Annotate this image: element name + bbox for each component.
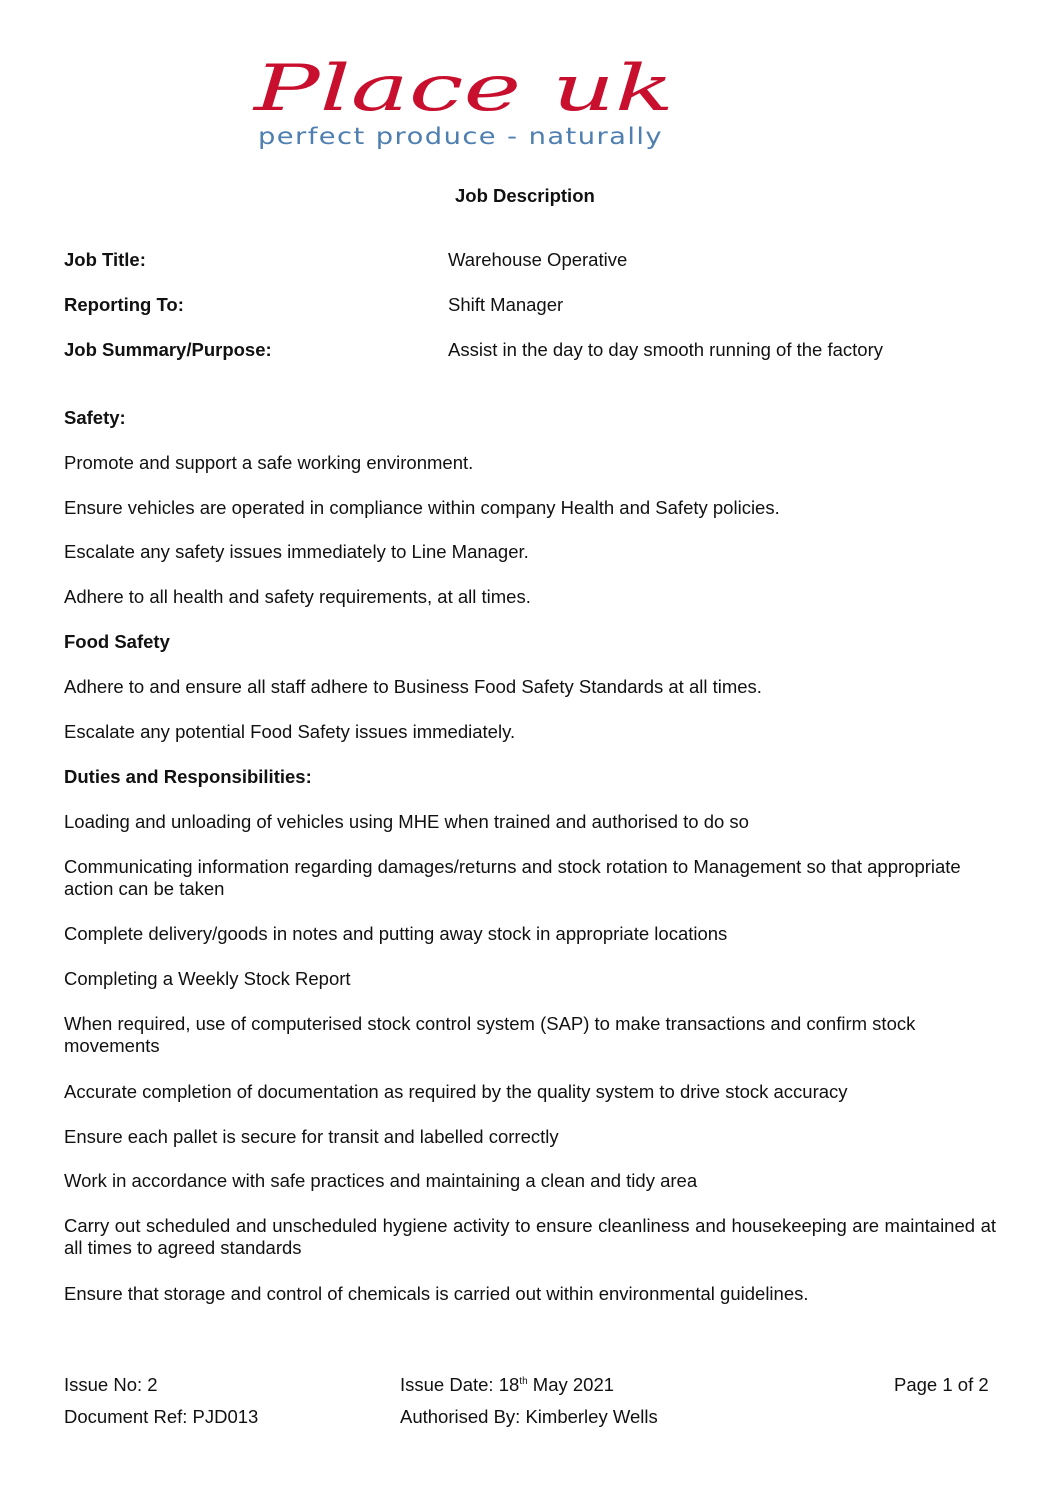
job-summary-value: Assist in the day to day smooth running of the factory — [448, 339, 883, 360]
duty-item: Ensure that storage and control of chemicals is carried out within environmental guidelines. — [64, 1283, 809, 1304]
duty-item: Carry out scheduled and unscheduled hygiene activity to ensure cleanliness and housekeeping are maintained at all times to agreed standards — [64, 1215, 996, 1258]
safety-item: Adhere to all health and safety requirements, at all times. — [64, 586, 531, 607]
document-title: Job Description — [455, 185, 595, 206]
logo-tagline: perfect produce - naturally — [258, 124, 663, 150]
duty-item: Complete delivery/goods in notes and putting away stock in appropriate locations — [64, 923, 728, 944]
duty-item: Work in accordance with safe practices and maintaining a clean and tidy area — [64, 1170, 698, 1191]
safety-item: Ensure vehicles are operated in compliance within company Health and Safety policies. — [64, 497, 780, 518]
duty-item: Ensure each pallet is secure for transit and labelled correctly — [64, 1126, 559, 1147]
duty-item: Loading and unloading of vehicles using MHE when trained and authorised to do so — [64, 811, 749, 832]
document-reference: Document Ref: PJD013 — [64, 1406, 259, 1427]
safety-item: Promote and support a safe working environment. — [64, 452, 474, 473]
issue-date-prefix: Issue Date: 18 — [400, 1374, 520, 1395]
food-safety-item: Adhere to and ensure all staff adhere to Business Food Safety Standards at all times. — [64, 676, 762, 697]
company-logo — [246, 52, 686, 162]
safety-heading: Safety: — [64, 407, 126, 428]
job-title-label: Job Title: — [64, 249, 146, 270]
issue-date — [400, 1374, 614, 1396]
duties-heading: Duties and Responsibilities: — [64, 766, 312, 787]
duty-item: Completing a Weekly Stock Report — [64, 968, 351, 989]
job-summary-label: Job Summary/Purpose: — [64, 339, 272, 360]
reporting-to-value: Shift Manager — [448, 294, 564, 315]
duty-item: Communicating information regarding damages/returns and stock rotation to Management so that appropriate action can be taken — [64, 856, 961, 899]
food-safety-heading: Food Safety — [64, 631, 170, 652]
page-number: Page 1 of 2 — [894, 1374, 989, 1395]
issue-date-suffix: May 2021 — [527, 1374, 615, 1395]
food-safety-item: Escalate any potential Food Safety issues immediately. — [64, 721, 516, 742]
issue-number: Issue No: 2 — [64, 1374, 158, 1395]
reporting-to-label: Reporting To: — [64, 294, 184, 315]
logo-brand: Place uk — [252, 52, 675, 126]
duty-item: Accurate completion of documentation as required by the quality system to drive stock accuracy — [64, 1081, 848, 1102]
authorised-by: Authorised By: Kimberley Wells — [400, 1406, 658, 1427]
issue-date-ordinal: th — [519, 1375, 528, 1387]
safety-item: Escalate any safety issues immediately to Line Manager. — [64, 541, 529, 562]
duty-item: When required, use of computerised stock control system (SAP) to make transactions and confirm stock movements — [64, 1013, 916, 1056]
job-title-value: Warehouse Operative — [448, 249, 628, 270]
